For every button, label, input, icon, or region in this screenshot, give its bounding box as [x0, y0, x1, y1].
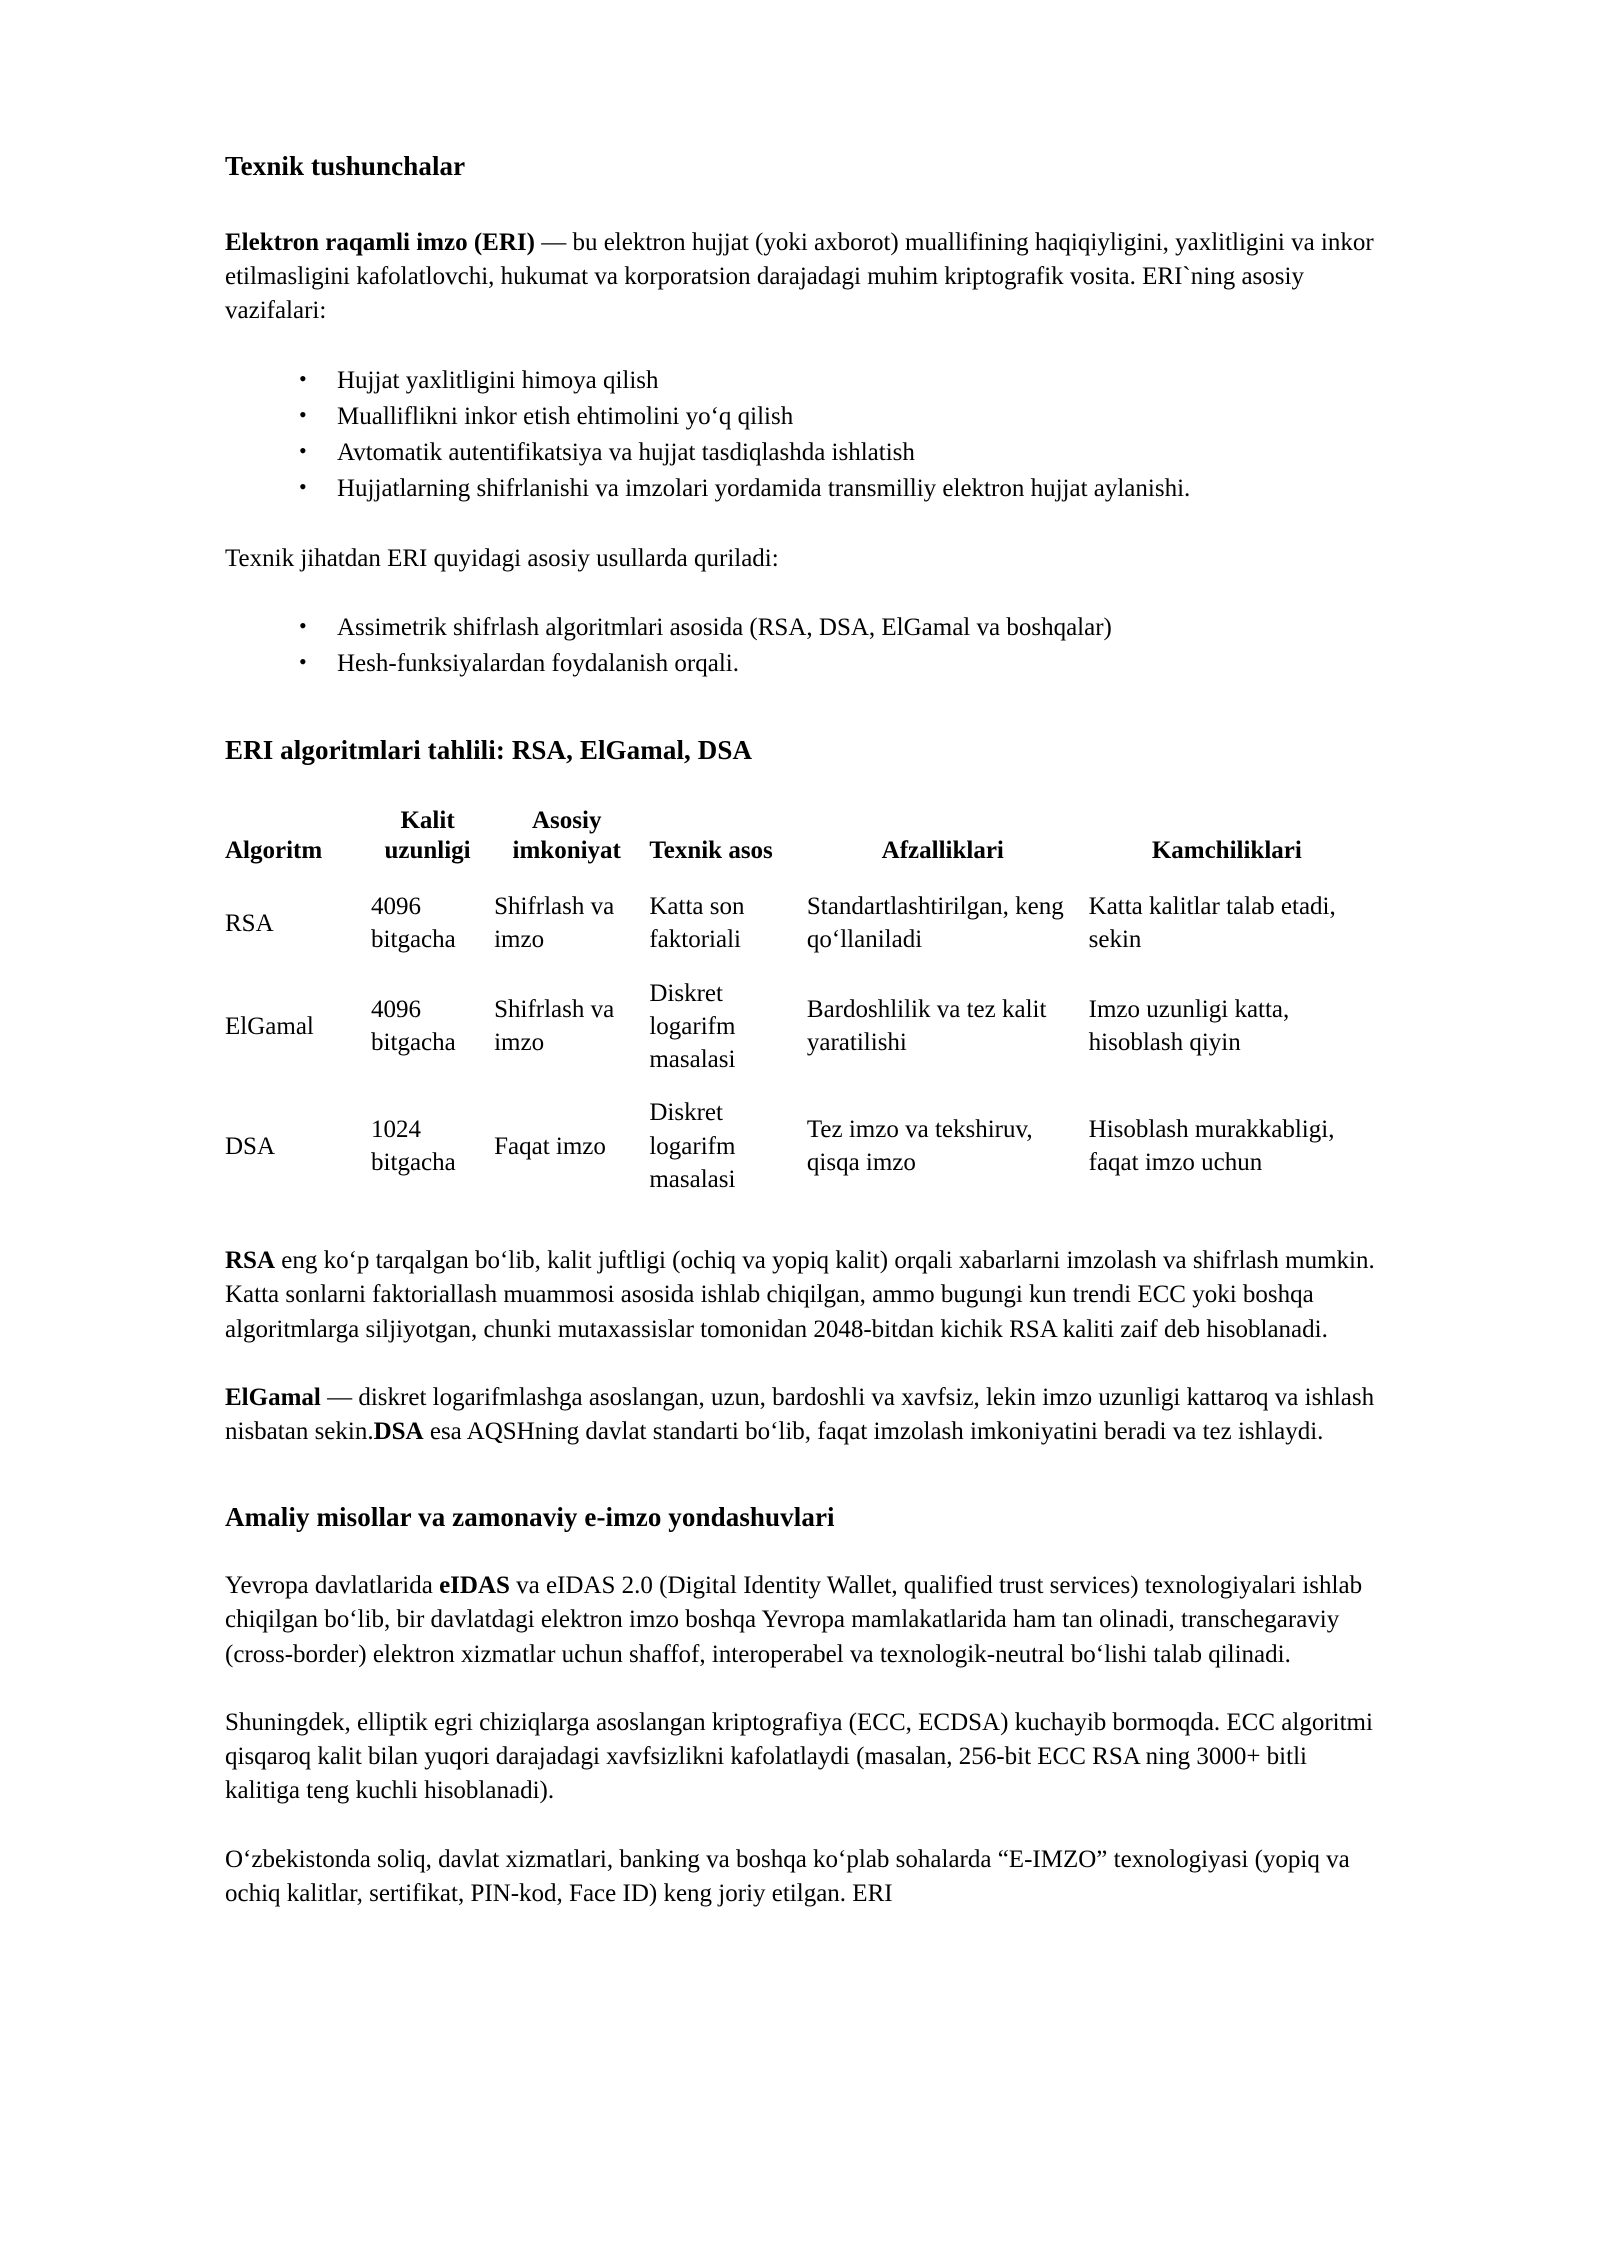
dsa-body-text: esa AQSHning davlat standarti bo‘lib, faqat imzolash imkoniyatini beradi va tez ishlaydi.	[423, 1418, 1324, 1445]
column-header-capability: Asosiy imkoniyat	[512, 807, 621, 864]
methods-intro-paragraph: Texnik jihatdan ERI quyidagi asosiy usullarda quriladi:	[225, 544, 779, 572]
intro-body-text: — bu elektron hujjat (yoki axborot) muallifining haqiqiyligini, yaxlitligini va inkor etilmasligini kafolatlovchi, hukumat va korporatsion darajadagi muhim kriptografik vosita. ERI`ning asosiy vazifalari:	[225, 228, 1374, 325]
cell-disadvantages: Hisoblash murakkabligi, faqat imzo uchun	[1088, 1115, 1335, 1177]
list-item: • Hujjatlarning shifrlanishi va imzolari yordamida transmilliy elektron hujjat aylanishi.	[299, 471, 1375, 507]
task-bullet-list	[225, 363, 1375, 508]
cell-advantages: Standartlashtirilgan, keng qo‘llaniladi	[806, 893, 1064, 954]
column-header-key-length: Kalit uzunligi	[384, 807, 471, 864]
algorithm-comparison-table	[225, 802, 1375, 1206]
cell-disadvantages: Katta kalitlar talab etadi, sekin	[1088, 893, 1336, 954]
eidas-body-text: va eIDAS 2.0 (Digital Identity Wallet, qualified trust services) texnologiyalari ishlab chiqilgan bo‘lib, bir davlatdagi elektron imzo boshqa Yevropa mamlakatlarida ham tan olinadi, transchegaraviy (cross-border) elektron xizmatlar uchun shaffof, interoperabel va texnologik-neutral bo‘lishi talab qilinadi.	[225, 1572, 1363, 1668]
cell-capability: Shifrlash va imzo	[494, 893, 615, 954]
method-bullet-list	[225, 610, 1375, 683]
section-heading-practice: Amaliy misollar va zamonaviy e-imzo yondashuvlari	[225, 1502, 835, 1533]
cell-advantages: Bardoshlilik va tez kalit yaratilishi	[806, 996, 1047, 1057]
section-heading-algorithms: ERI algoritmlari tahlili: RSA, ElGamal, DSA	[225, 735, 753, 766]
cell-technical-basis: Diskret logarifm masalasi	[649, 979, 736, 1073]
table-row	[225, 1086, 1375, 1206]
list-item: • Hujjat yaxlitligini himoya qilish	[299, 363, 1375, 399]
rsa-body-text: eng ko‘p tarqalgan bo‘lib, kalit juftligi (ochiq va yopiq kalit) orqali xabarlarni imzolash va shifrlash mumkin. Katta sonlarni faktoriallash muammosi asosida ishlab chiqilgan, ammo bugungi kun trendi ECC yoki boshqa algoritmlarga siljiyotgan, chunki mutaxassislar tomonidan 2048-bitdan kichik RSA kaliti zaif deb hisoblanadi.	[225, 1247, 1375, 1343]
table-header-row	[225, 802, 1375, 880]
cell-algorithm: RSA	[225, 909, 274, 937]
cell-key-length: 4096 bitgacha	[371, 996, 456, 1057]
cell-disadvantages: Imzo uzunligi katta, hisoblash qiyin	[1088, 996, 1290, 1057]
elgamal-dsa-paragraph	[225, 1381, 1375, 1450]
column-header-algorithm: Algoritm	[225, 837, 323, 864]
list-item: • Avtomatik autentifikatsiya va hujjat tasdiqlashda ishlatish	[299, 435, 1375, 471]
ecc-paragraph: Shuningdek, elliptik egri chiziqlarga asoslangan kriptografiya (ECC, ECDSA) kuchayib bormoqda. ECC algoritmi qisqaroq kalit bilan yuqori darajadagi xavfsizlikni kafolatlaydi (masalan, 256-bit ECC RSA ning 3000+ bitli kalitiga teng kuchli hisoblanadi).	[225, 1708, 1373, 1805]
column-header-advantages: Afzalliklari	[881, 837, 1004, 864]
elgamal-body-text: — diskret logarifmlashga asoslangan, uzun, bardoshli va xavfsiz, lekin imzo uzunligi kattaroq va ishlash nisbatan sekin.	[225, 1383, 1375, 1445]
list-item: • Hesh-funksiyalardan foydalanish orqali.	[299, 646, 1375, 682]
cell-advantages: Tez imzo va tekshiruv, qisqa imzo	[806, 1115, 1033, 1177]
cell-technical-basis: Diskret logarifm masalasi	[649, 1099, 736, 1193]
cell-algorithm: ElGamal	[225, 1012, 314, 1040]
rsa-paragraph	[225, 1244, 1375, 1347]
cell-key-length: 4096 bitgacha	[371, 893, 456, 954]
cell-technical-basis: Katta son faktoriali	[649, 893, 745, 954]
list-item: • Assimetrik shifrlash algoritmlari asosida (RSA, DSA, ElGamal va boshqalar)	[299, 610, 1375, 646]
cell-capability: Faqat imzo	[494, 1132, 606, 1160]
dsa-lead-term: DSA	[373, 1418, 424, 1445]
eidas-paragraph	[225, 1569, 1375, 1672]
rsa-lead-term: RSA	[225, 1247, 276, 1274]
cell-capability: Shifrlash va imzo	[494, 996, 615, 1057]
column-header-disadvantages: Kamchiliklari	[1151, 837, 1302, 864]
page-title: Texnik tushunchalar	[225, 151, 466, 181]
list-item: • Mualliflikni inkor etish ehtimolini yo‘q qilish	[299, 399, 1375, 435]
table-row	[225, 967, 1375, 1087]
column-header-technical-basis: Texnik asos	[649, 837, 773, 864]
eidas-lead-term: eIDAS	[439, 1572, 510, 1599]
uzbekistan-paragraph: O‘zbekistonda soliq, davlat xizmatlari, banking va boshqa ko‘plab sohalarda “E-IMZO” texnologiyasi (yopiq va ochiq kalitlar, sertifikat, PIN-kod, Face ID) keng joriy etilgan. ERI	[225, 1845, 1350, 1907]
intro-lead-term: Elektron raqamli imzo (ERI)	[225, 228, 535, 256]
elgamal-lead-term: ElGamal	[225, 1383, 321, 1411]
table-row	[225, 880, 1375, 967]
intro-paragraph	[225, 226, 1375, 329]
cell-algorithm: DSA	[225, 1132, 276, 1160]
eidas-prefix-text: Yevropa davlatlarida	[225, 1572, 440, 1599]
cell-key-length: 1024 bitgacha	[371, 1115, 456, 1177]
